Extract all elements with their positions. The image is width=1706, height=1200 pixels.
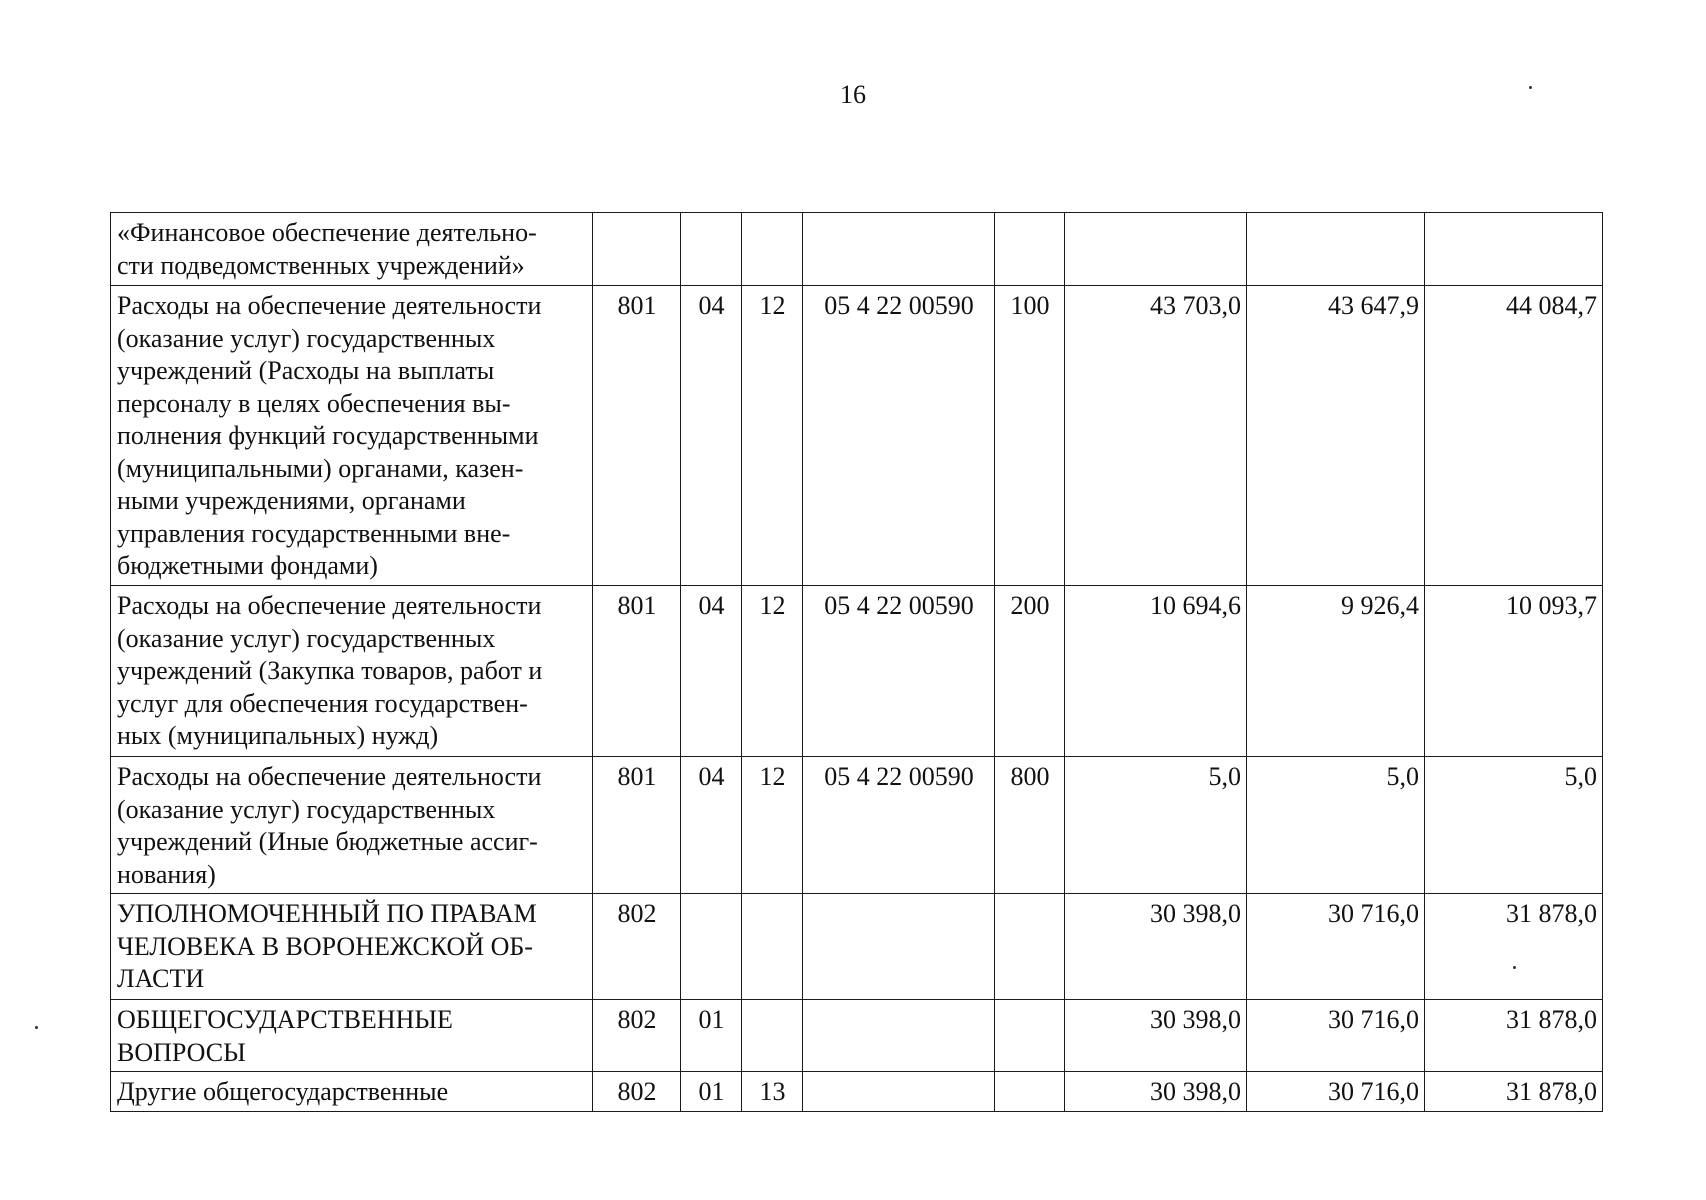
row-name-cell — [111, 1000, 593, 1072]
rz-code-cell: 01 — [681, 1000, 742, 1072]
rz-code-cell: 04 — [681, 586, 742, 757]
row-name-cell — [111, 757, 593, 894]
csr-code-cell: 05 4 22 00590 — [803, 286, 995, 586]
vr-code-cell: 100 — [995, 286, 1065, 586]
row-name-line: УПОЛНОМОЧЕННЫЙ ПО ПРАВАМ — [117, 899, 537, 928]
sum-2-cell: 30 716,0 — [1247, 894, 1425, 1000]
row-name-line: Расходы на обеспечение деятельности — [117, 291, 542, 320]
row-name-line: ЧЕЛОВЕКА В ВОРОНЕЖСКОЙ ОБ- — [117, 931, 533, 961]
csr-code-cell — [803, 213, 995, 286]
row-name-line: полнения функций государственными — [117, 421, 539, 450]
rz-code-cell — [681, 894, 742, 1000]
csr-code-cell — [803, 1000, 995, 1072]
vr-code-cell — [995, 1072, 1065, 1112]
gr-code-cell: 801 — [593, 586, 681, 757]
table-row — [111, 894, 1603, 1000]
row-name-line: ными учреждениями, органами — [117, 486, 466, 515]
row-name-line: (оказание услуг) государственных — [117, 623, 496, 653]
scan-speck — [1529, 86, 1532, 89]
gr-code-cell: 801 — [593, 286, 681, 586]
row-name-line: нования) — [117, 859, 216, 889]
row-name-line: Расходы на обеспечение деятельности — [117, 762, 542, 791]
pr-code-cell: 13 — [742, 1072, 803, 1112]
pr-code-cell — [742, 894, 803, 1000]
row-name-cell — [111, 586, 593, 757]
sum-2-cell: 30 716,0 — [1247, 1072, 1425, 1112]
csr-code-cell — [803, 894, 995, 1000]
row-name-line: учреждений (Закупка товаров, работ и — [117, 656, 543, 685]
rz-code-cell: 04 — [681, 286, 742, 586]
csr-code-cell: 05 4 22 00590 — [803, 586, 995, 757]
sum-1-cell: 30 398,0 — [1065, 1072, 1247, 1112]
row-name-cell — [111, 894, 593, 1000]
gr-code-cell: 802 — [593, 1000, 681, 1072]
table-row — [111, 1000, 1603, 1072]
sum-3-cell — [1425, 213, 1603, 286]
sum-2-cell — [1247, 213, 1425, 286]
sum-2-cell: 9 926,4 — [1247, 586, 1425, 757]
row-name-line: ЛАСТИ — [117, 964, 205, 993]
pr-code-cell: 12 — [742, 286, 803, 586]
csr-code-cell: 05 4 22 00590 — [803, 757, 995, 894]
row-name-line: сти подведомственных учреждений» — [117, 250, 525, 280]
sum-1-cell: 5,0 — [1065, 757, 1247, 894]
row-name-line: управления государственными вне- — [117, 518, 511, 548]
pr-code-cell — [742, 213, 803, 286]
vr-code-cell: 200 — [995, 586, 1065, 757]
rz-code-cell — [681, 213, 742, 286]
table-row — [111, 1072, 1603, 1112]
pr-code-cell: 12 — [742, 757, 803, 894]
pr-code-cell — [742, 1000, 803, 1072]
sum-3-cell: 31 878,0 — [1425, 894, 1603, 1000]
pr-code-cell: 12 — [742, 586, 803, 757]
table-row — [111, 213, 1603, 286]
row-name-line: учреждений (Расходы на выплаты — [117, 356, 495, 385]
sum-2-cell: 43 647,9 — [1247, 286, 1425, 586]
table-row — [111, 757, 1603, 894]
gr-code-cell: 802 — [593, 894, 681, 1000]
scan-speck — [1513, 966, 1516, 969]
rz-code-cell: 04 — [681, 757, 742, 894]
vr-code-cell — [995, 894, 1065, 1000]
table-row — [111, 586, 1603, 757]
row-name-line: Другие общегосударственные — [117, 1077, 449, 1106]
row-name-line: (оказание услуг) государственных — [117, 794, 496, 824]
gr-code-cell — [593, 213, 681, 286]
row-name-line: Расходы на обеспечение деятельности — [117, 591, 542, 620]
sum-3-cell: 31 878,0 — [1425, 1000, 1603, 1072]
sum-3-cell: 44 084,7 — [1425, 286, 1603, 586]
row-name-cell — [111, 213, 593, 286]
page-number: 16 — [840, 80, 866, 109]
scan-speck — [35, 1026, 38, 1029]
row-name-line: учреждений (Иные бюджетные ассиг- — [117, 827, 538, 856]
row-name-line: персоналу в целях обеспечения вы- — [117, 388, 511, 418]
row-name-cell — [111, 286, 593, 586]
vr-code-cell: 800 — [995, 757, 1065, 894]
sum-2-cell: 5,0 — [1247, 757, 1425, 894]
rz-code-cell: 01 — [681, 1072, 742, 1112]
gr-code-cell: 802 — [593, 1072, 681, 1112]
sum-3-cell: 10 093,7 — [1425, 586, 1603, 757]
row-name-line: ОБЩЕГОСУДАРСТВЕННЫЕ — [117, 1005, 453, 1034]
csr-code-cell — [803, 1072, 995, 1112]
row-name-line: (муниципальными) органами, казен- — [117, 453, 524, 483]
sum-1-cell: 10 694,6 — [1065, 586, 1247, 757]
sum-1-cell: 30 398,0 — [1065, 1000, 1247, 1072]
row-name-line: бюджетными фондами) — [117, 551, 378, 580]
row-name-line: «Финансовое обеспечение деятельно- — [117, 218, 537, 247]
vr-code-cell — [995, 213, 1065, 286]
table-row — [111, 286, 1603, 586]
sum-1-cell — [1065, 213, 1247, 286]
budget-table — [110, 212, 1603, 1112]
row-name-line: (оказание услуг) государственных — [117, 323, 496, 353]
row-name-cell — [111, 1072, 593, 1112]
sum-2-cell: 30 716,0 — [1247, 1000, 1425, 1072]
gr-code-cell: 801 — [593, 757, 681, 894]
row-name-line: ВОПРОСЫ — [117, 1037, 246, 1067]
sum-3-cell: 31 878,0 — [1425, 1072, 1603, 1112]
sum-1-cell: 30 398,0 — [1065, 894, 1247, 1000]
sum-1-cell: 43 703,0 — [1065, 286, 1247, 586]
row-name-line: услуг для обеспечения государствен- — [117, 688, 528, 718]
row-name-line: ных (муниципальных) нужд) — [117, 721, 439, 750]
sum-3-cell: 5,0 — [1425, 757, 1603, 894]
vr-code-cell — [995, 1000, 1065, 1072]
